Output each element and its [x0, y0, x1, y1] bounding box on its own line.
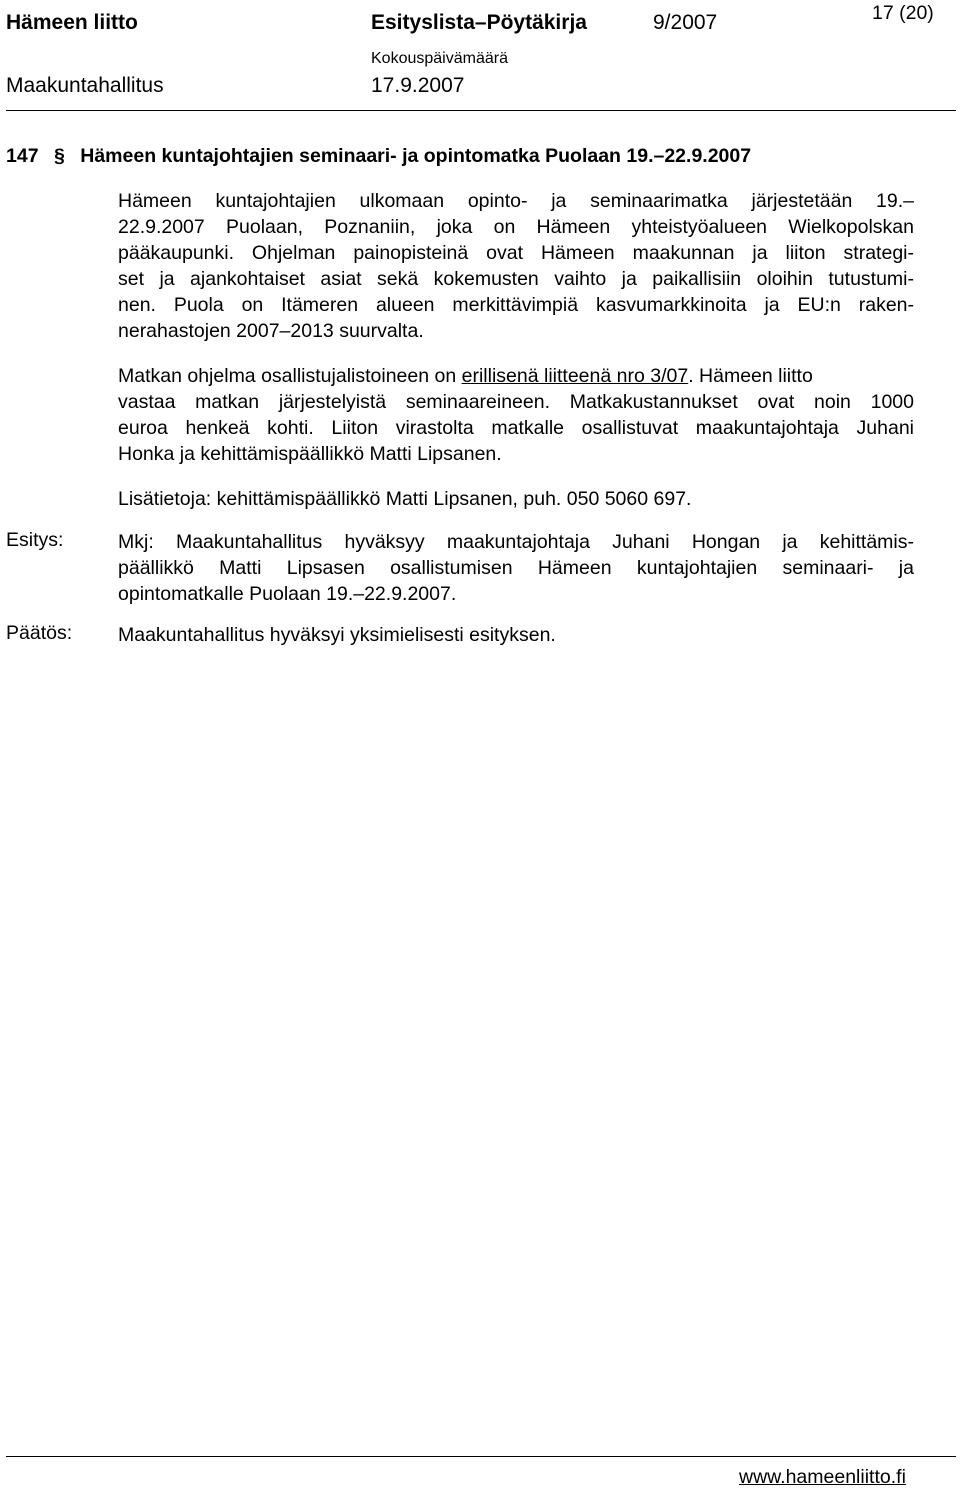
body-name: Maakuntahallitus: [6, 74, 164, 97]
paragraph-line: set ja ajankohtaiset asiat sekä kokemusten vaihto ja paikallisiin oloihin tutustumi-: [118, 268, 914, 290]
paragraph-line: Hämeen kuntajohtajien ulkomaan opinto- ja seminaarimatka järjestetään 19.–: [118, 190, 914, 212]
proposal-line: opintomatkalle Puolaan 19.–22.9.2007.: [118, 583, 457, 605]
decision-label: Päätös:: [6, 622, 73, 644]
proposal-line: Mkj: Maakuntahallitus hyväksyy maakuntajohtaja Juhani Hongan ja kehittämis-: [118, 531, 914, 553]
paragraph-line: Honka ja kehittämispäällikkö Matti Lipsanen.: [118, 443, 502, 465]
document-number: 9/2007: [653, 11, 718, 34]
proposal-text: [118, 529, 914, 607]
text-fragment: Matkan ohjelma osallistujalistoineen on: [118, 365, 462, 387]
paragraph-line: euroa henkeä kohti. Liiton virastolta matkalle osallistuvat maakuntajohtaja Juhani: [118, 417, 914, 439]
document-type: Esityslista–Pöytäkirja: [371, 11, 587, 34]
footer-rule: [6, 1456, 956, 1457]
paragraph-line: nerahastojen 2007–2013 suurvalta.: [118, 320, 424, 342]
section-title: Hämeen kuntajohtajien seminaari- ja opintomatka Puolaan 19.–22.9.2007: [80, 145, 752, 167]
text-fragment: . Hämeen liitto: [688, 365, 813, 387]
page-number: 17 (20): [872, 2, 934, 24]
section-number: 147: [6, 145, 39, 167]
section-heading: [6, 145, 751, 168]
attachment-reference: erillisenä liitteenä nro 3/07: [461, 365, 689, 387]
contact-info: Lisätietoja: kehittämispäällikkö Matti Lipsanen, puh. 050 5060 697.: [118, 488, 692, 510]
paragraph-line: vastaa matkan järjestelyistä seminaareineen. Matkakustannukset ovat noin 1000: [118, 391, 914, 413]
section-sign: §: [53, 145, 65, 167]
date-label: Kokouspäivämäärä: [371, 50, 508, 67]
paragraph-line: 22.9.2007 Puolaan, Poznaniin, joka on Hämeen yhteistyöalueen Wielkopolskan: [118, 216, 914, 238]
paragraph-line: [118, 363, 914, 389]
proposal-label: Esitys:: [6, 529, 64, 551]
paragraph-line: nen. Puola on Itämeren alueen merkittävimpiä kasvumarkkinoita ja EU:n raken-: [118, 294, 914, 316]
website-link[interactable]: www.hameenliitto.fi: [739, 1466, 906, 1488]
organization-name: Hämeen liitto: [6, 11, 138, 34]
decision-text: Maakuntahallitus hyväksyi yksimielisesti esityksen.: [118, 624, 556, 646]
header-rule: [6, 110, 956, 111]
paragraph-line: pääkaupunki. Ohjelman painopisteinä ovat Hämeen maakunnan ja liiton strategi-: [118, 242, 914, 264]
paragraph-program: [118, 363, 914, 467]
paragraph-intro: [118, 188, 914, 344]
meeting-date: 17.9.2007: [371, 74, 465, 97]
proposal-line: päällikkö Matti Lipsasen osallistumisen Hämeen kuntajohtajien seminaari- ja: [118, 557, 914, 579]
